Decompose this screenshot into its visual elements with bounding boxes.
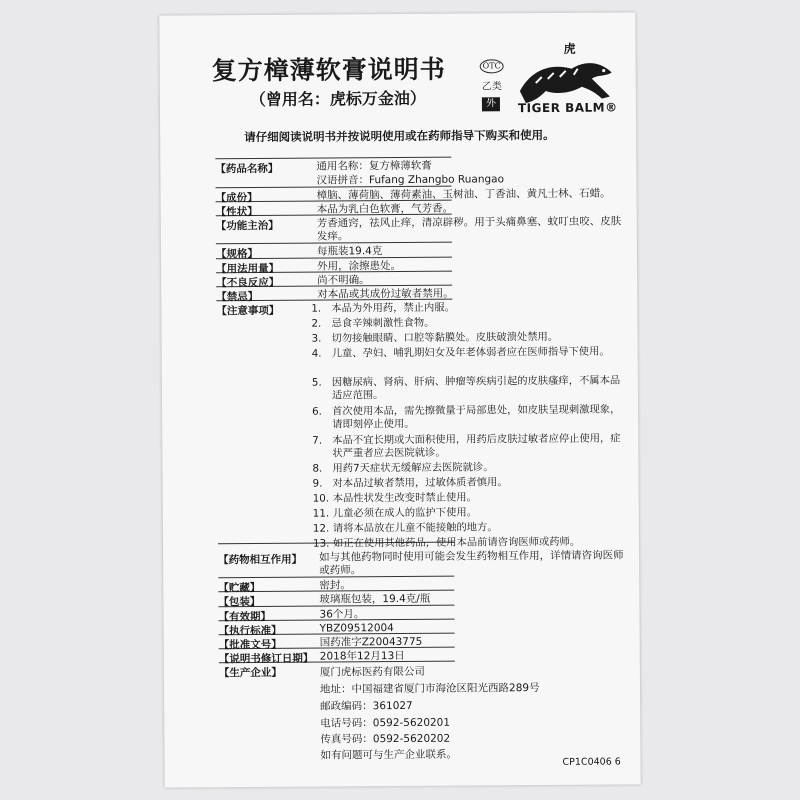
- brand-name: TIGER BALM®: [517, 100, 618, 116]
- manufacturer-postcode: 邮政编码：361027: [320, 699, 413, 713]
- item-number: 2.: [311, 317, 322, 330]
- ingredients-value: 樟脑、薄荷脑、薄荷素油、玉树油、丁香油、黄凡士林、石蜡。: [316, 187, 611, 202]
- manufacturer-fax: 传真号码：0592-5620202: [320, 732, 451, 746]
- label-validity: 【有效期】: [218, 610, 272, 624]
- label-approval: 【批准文号】: [218, 638, 282, 652]
- item-number: 12.: [312, 522, 330, 535]
- list-item: [312, 490, 625, 505]
- item-text: 首次使用本品，需先擦微量于局部患处，如皮肤呈现刺激现象，请即刻停止使用。: [332, 403, 621, 431]
- label-drug-name: 【药品名称】: [215, 162, 279, 176]
- item-text: 儿童必须在成人的监护下使用。: [332, 506, 477, 520]
- item-text: 儿童、孕妇、哺乳期妇女及年老体弱者应在医师指导下使用。: [331, 345, 610, 360]
- item-text: 本品不宜长期或大面积使用，用药后皮肤过敏者应停止使用，症状严重者应去医院就诊。: [332, 432, 621, 460]
- label-standard: 【执行标准】: [218, 624, 282, 638]
- item-number: 1.: [311, 302, 322, 315]
- validity-value: 36个月。: [319, 608, 365, 621]
- label-revision-date: 【说明书修订日期】: [218, 652, 314, 666]
- label-contraindications: 【禁忌】: [216, 290, 259, 304]
- generic-name: 通用名称：复方樟薄软膏: [316, 159, 432, 173]
- list-item: [312, 505, 625, 520]
- list-item: [312, 432, 624, 460]
- item-text: 本品为外用药，禁止内服。: [331, 301, 455, 315]
- contraindications-value: 对本品或其成份过敏者禁用。: [317, 287, 454, 301]
- leaflet-page: [159, 12, 640, 787]
- label-appearance: 【性状】: [215, 205, 258, 219]
- list-item: [312, 460, 624, 475]
- item-number: 8.: [312, 462, 323, 475]
- item-number: 7.: [312, 434, 323, 447]
- otc-mark: OTC: [480, 59, 504, 73]
- divider: [215, 157, 451, 160]
- manufacturer-phone: 电话号码：0592-5620201: [320, 716, 451, 730]
- indications-value: 芳香通窍，祛风止痒，清凉辟秽。用于头痛鼻塞、蚊叮虫咬、皮肤发痒。: [316, 215, 622, 243]
- item-text: 对本品过敏者禁用，过敏体质者慎用。: [332, 476, 508, 490]
- item-number: 9.: [312, 477, 323, 490]
- label-interactions: 【药物相互作用】: [218, 553, 303, 567]
- usage-notice: 请仔细阅读说明书并按说明使用或在药师指导下购买和使用。: [244, 127, 555, 145]
- item-number: 10.: [312, 492, 330, 505]
- item-number: 3.: [311, 332, 322, 345]
- label-adverse: 【不良反应】: [216, 276, 280, 290]
- item-text: 本品性状发生改变时禁止使用。: [332, 491, 477, 505]
- item-text: 忌食辛辣刺激性食物。: [331, 316, 435, 330]
- list-item: [311, 315, 623, 330]
- label-manufacturer: 【生产企业】: [218, 666, 282, 680]
- package-value: 玻璃瓶包装，19.4克/瓶: [319, 592, 431, 606]
- former-name: （曾用名：虎标万金油）: [249, 88, 426, 110]
- item-text: 因糖尿病、肾病、肝病、肿瘤等疾病引起的皮肤瘙痒，不属本品适应范围。: [331, 374, 621, 402]
- logo-chinese-char: 虎: [563, 41, 576, 56]
- manufacturer-contact: 如有问题可与生产企业联系。: [320, 748, 458, 762]
- item-number: 13.: [312, 537, 330, 550]
- list-item: [312, 520, 625, 535]
- list-item: [311, 374, 624, 402]
- list-item: [312, 475, 625, 490]
- print-code: CP1C0406 6: [562, 756, 621, 768]
- label-ingredients: 【成份】: [215, 191, 258, 205]
- pinyin-name: 汉语拼音：Fufang Zhangbo Ruangao: [316, 173, 505, 187]
- label-indications: 【功能主治】: [215, 219, 279, 233]
- otc-class: 乙类: [481, 81, 502, 93]
- label-package: 【包装】: [218, 595, 261, 609]
- item-text: 请将本品放在儿童不能接触的地方。: [332, 521, 498, 535]
- external-use-mark: 外: [482, 97, 500, 111]
- manufacturer-address: 地址：中国福建省厦门市海沧区阳光西路289号: [319, 682, 540, 696]
- leaflet-title: 复方樟薄软膏说明书: [211, 54, 446, 86]
- revision-date-value: 2018年12月13日: [319, 649, 405, 663]
- label-precautions: 【注意事项】: [216, 304, 280, 318]
- list-item: [311, 345, 624, 360]
- list-item: [312, 403, 624, 431]
- item-number: 6.: [312, 405, 322, 418]
- item-number: 5.: [311, 376, 322, 389]
- manufacturer-name: 厦门虎标医药有限公司: [319, 665, 425, 679]
- item-number: 4.: [311, 347, 322, 360]
- label-spec: 【规格】: [215, 247, 259, 261]
- list-item: [312, 535, 625, 550]
- approval-value: 国药准字Z20043775: [319, 635, 423, 649]
- item-text: 用药7天症状无缓解应去医院就诊。: [332, 461, 494, 475]
- adverse-value: 尚不明确。: [317, 274, 370, 287]
- appearance-value: 本品为乳白色软膏，气芳香。: [316, 202, 454, 216]
- item-text: 切勿接触眼睛、口腔等黏膜处。皮肤破溃处禁用。: [331, 330, 559, 345]
- storage-value: 密封。: [319, 579, 351, 592]
- label-usage: 【用法用量】: [216, 262, 280, 276]
- interactions-value: 如与其他药物同时使用可能会发生药物相互作用，详情请咨询医师或药师。: [319, 549, 624, 577]
- usage-value: 外用，涂擦患处。: [317, 259, 402, 273]
- item-number: 11.: [312, 507, 330, 520]
- label-storage: 【贮藏】: [218, 581, 261, 595]
- list-item: [311, 330, 624, 345]
- item-text: 如正在使用其他药品，使用本品前请咨询医师或药师。: [332, 535, 581, 550]
- spec-value: 每瓶装19.4克: [316, 245, 383, 258]
- standard-value: YBZ09512004: [319, 622, 394, 635]
